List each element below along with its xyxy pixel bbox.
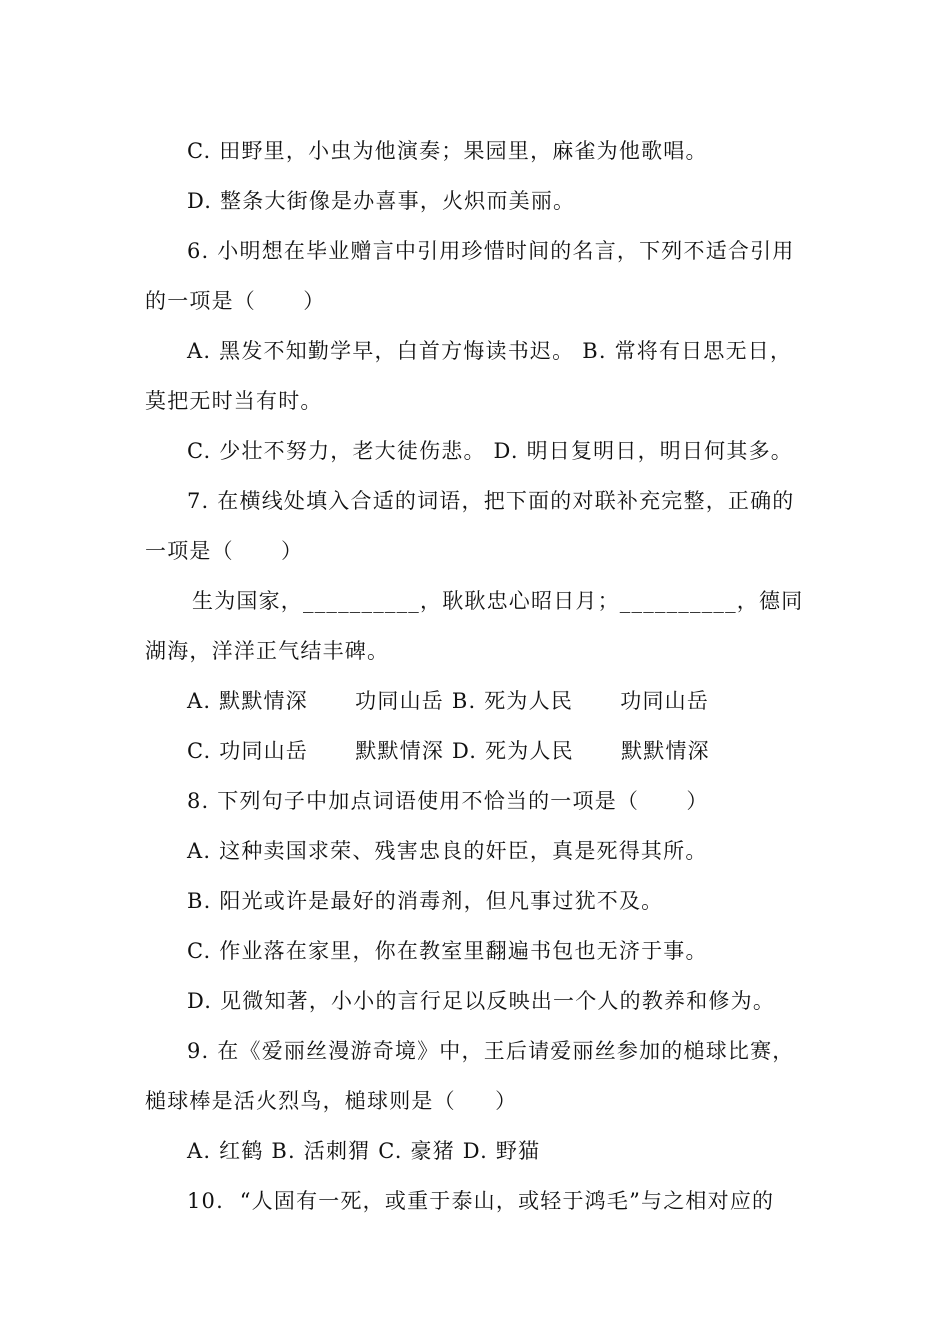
question-9-line-2: 槌球棒是活火烈鸟，槌球则是（ ）: [145, 1089, 518, 1113]
question-7-line-2: 一项是（ ）: [145, 539, 304, 563]
question-6-options-line-2: 莫把无时当有时。: [145, 389, 323, 413]
question-10-line-1: 10. “人固有一死，或重于泰山，或轻于鸿毛”与之相对应的: [187, 1189, 775, 1213]
question-8-option-b: B. 阳光或许是最好的消毒剂，但凡事过犹不及。: [187, 889, 664, 913]
option-c-line: C. 田野里，小虫为他演奏；果园里，麻雀为他歌唱。: [187, 139, 708, 163]
question-8-option-c: C. 作业落在家里，你在教室里翻遍书包也无济于事。: [187, 939, 708, 963]
question-8-line: 8. 下列句子中加点词语使用不恰当的一项是（ ）: [187, 789, 709, 813]
question-6-options-line-1: A. 黑发不知勤学早，白首方悔读书迟。 B. 常将有日思无日，: [187, 339, 793, 363]
couplet-line-2: 湖海，洋洋正气结丰碑。: [145, 639, 390, 663]
question-8-option-d: D. 见微知著，小小的言行足以反映出一个人的教养和修为。: [187, 989, 776, 1013]
question-8-option-a: A. 这种卖国求荣、残害忠良的奸臣，真是死得其所。: [187, 839, 708, 863]
question-7-options-line-1: A. 默默情深 功同山岳 B. 死为人民 功同山岳: [187, 689, 710, 713]
option-d-line: D. 整条大街像是办喜事，火炽而美丽。: [187, 189, 576, 213]
question-7-line-1: 7. 在横线处填入合适的词语，把下面的对联补充完整，正确的: [187, 489, 795, 513]
question-9-options: A. 红鹤 B. 活刺猬 C. 豪猪 D. 野猫: [187, 1139, 541, 1163]
question-6-line-1: 6. 小明想在毕业赠言中引用珍惜时间的名言，下列不适合引用: [187, 239, 795, 263]
question-7-options-line-2: C. 功同山岳 默默情深 D. 死为人民 默默情深: [187, 739, 710, 763]
question-6-line-2: 的一项是（ ）: [145, 289, 326, 313]
question-6-options-line-3: C. 少壮不努力，老大徒伤悲。 D. 明日复明日，明日何其多。: [187, 439, 793, 463]
couplet-line-1: 生为国家，__________，耿耿忠心昭日月；__________，德同: [192, 589, 804, 613]
question-9-line-1: 9. 在《爱丽丝漫游奇境》中，王后请爱丽丝参加的槌球比赛，: [187, 1039, 795, 1063]
